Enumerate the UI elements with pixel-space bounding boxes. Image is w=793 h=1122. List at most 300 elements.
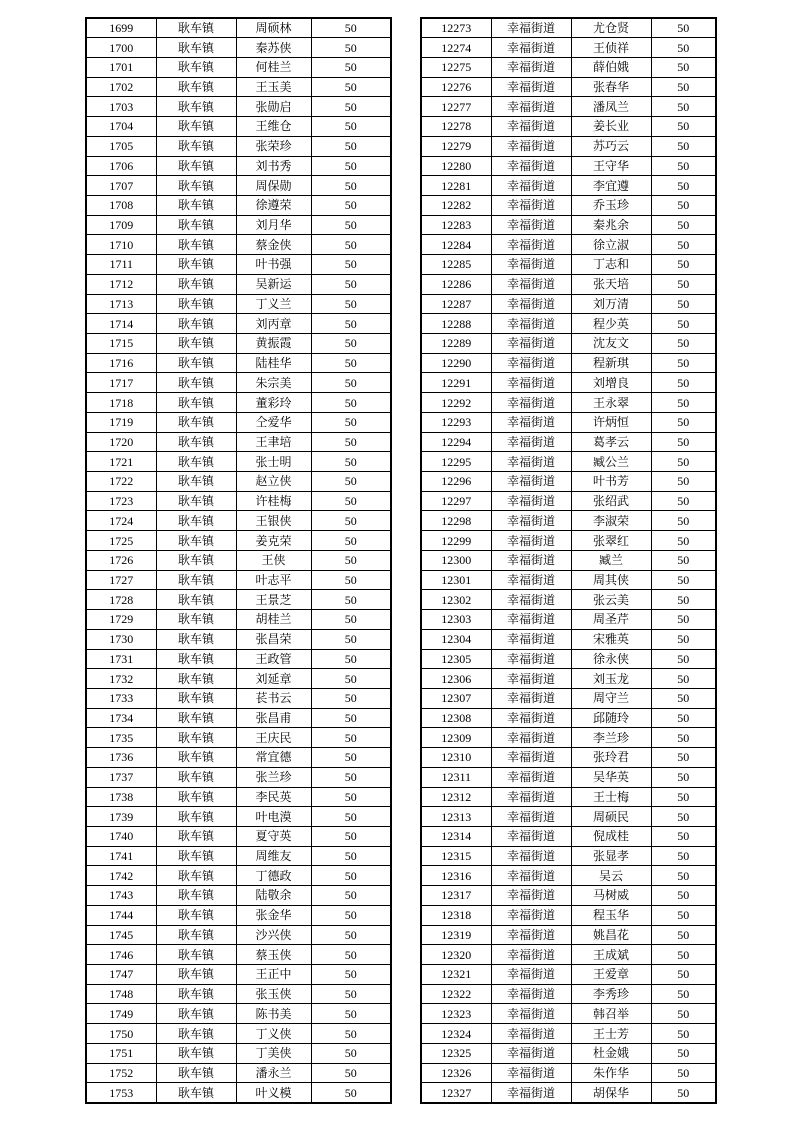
cell-amount: 50 [651, 274, 716, 294]
cell-id: 1725 [86, 531, 156, 551]
cell-name: 陈书美 [236, 1004, 311, 1024]
cell-region: 耿车镇 [156, 136, 236, 156]
table-row [86, 353, 391, 373]
cell-id: 1720 [86, 432, 156, 452]
table-row [421, 511, 716, 531]
cell-region: 幸福街道 [491, 373, 571, 393]
cell-id: 12325 [421, 1043, 491, 1063]
cell-name: 胡保华 [571, 1083, 651, 1103]
cell-id: 12297 [421, 491, 491, 511]
table-row [86, 590, 391, 610]
cell-region: 幸福街道 [491, 925, 571, 945]
table-row [86, 195, 391, 215]
cell-name: 丁美侠 [236, 1043, 311, 1063]
cell-region: 幸福街道 [491, 1024, 571, 1044]
cell-amount: 50 [311, 965, 391, 985]
cell-amount: 50 [311, 136, 391, 156]
table-row [421, 945, 716, 965]
cell-name: 徐遵荣 [236, 195, 311, 215]
cell-amount: 50 [311, 649, 391, 669]
cell-id: 1708 [86, 195, 156, 215]
cell-id: 12280 [421, 156, 491, 176]
roster-table-right [420, 17, 717, 1104]
cell-region: 幸福街道 [491, 255, 571, 275]
table-row [86, 787, 391, 807]
cell-amount: 50 [311, 38, 391, 58]
table-row [86, 373, 391, 393]
cell-amount: 50 [651, 649, 716, 669]
cell-amount: 50 [651, 728, 716, 748]
cell-amount: 50 [311, 195, 391, 215]
cell-id: 12306 [421, 669, 491, 689]
cell-id: 12292 [421, 393, 491, 413]
cell-name: 王景芝 [236, 590, 311, 610]
cell-amount: 50 [651, 215, 716, 235]
cell-name: 张天培 [571, 274, 651, 294]
table-row [86, 314, 391, 334]
cell-region: 幸福街道 [491, 314, 571, 334]
cell-name: 夏守英 [236, 826, 311, 846]
cell-amount: 50 [651, 925, 716, 945]
cell-amount: 50 [311, 334, 391, 354]
cell-region: 幸福街道 [491, 807, 571, 827]
cell-id: 12307 [421, 688, 491, 708]
cell-name: 徐立淑 [571, 235, 651, 255]
table-row [86, 1024, 391, 1044]
cell-name: 李宜遵 [571, 176, 651, 196]
cell-id: 12319 [421, 925, 491, 945]
table-row [86, 826, 391, 846]
cell-amount: 50 [651, 590, 716, 610]
cell-region: 幸福街道 [491, 767, 571, 787]
cell-region: 耿车镇 [156, 905, 236, 925]
cell-id: 1746 [86, 945, 156, 965]
cell-region: 耿车镇 [156, 77, 236, 97]
cell-name: 张勋启 [236, 97, 311, 117]
table-row [86, 846, 391, 866]
table-row [421, 669, 716, 689]
cell-amount: 50 [651, 334, 716, 354]
table-row [421, 393, 716, 413]
cell-amount: 50 [311, 787, 391, 807]
cell-region: 幸福街道 [491, 945, 571, 965]
cell-id: 1700 [86, 38, 156, 58]
cell-id: 1721 [86, 452, 156, 472]
cell-id: 1705 [86, 136, 156, 156]
table-row [421, 728, 716, 748]
table-row [421, 826, 716, 846]
cell-id: 1753 [86, 1083, 156, 1103]
cell-id: 12281 [421, 176, 491, 196]
table-row [86, 176, 391, 196]
cell-name: 秦兆余 [571, 215, 651, 235]
table-row [86, 965, 391, 985]
cell-region: 幸福街道 [491, 136, 571, 156]
table-row [86, 886, 391, 906]
cell-region: 耿车镇 [156, 728, 236, 748]
roster-table-left [85, 17, 392, 1104]
cell-amount: 50 [311, 452, 391, 472]
cell-region: 幸福街道 [491, 452, 571, 472]
cell-name: 李淑荣 [571, 511, 651, 531]
cell-region: 耿车镇 [156, 550, 236, 570]
cell-name: 刘书秀 [236, 156, 311, 176]
table-row [86, 807, 391, 827]
cell-name: 徐永侠 [571, 649, 651, 669]
cell-region: 幸福街道 [491, 215, 571, 235]
table-row [421, 77, 716, 97]
cell-name: 张昌甫 [236, 708, 311, 728]
cell-name: 李兰珍 [571, 728, 651, 748]
cell-id: 1730 [86, 629, 156, 649]
cell-id: 1715 [86, 334, 156, 354]
cell-id: 12293 [421, 412, 491, 432]
cell-id: 12316 [421, 866, 491, 886]
cell-region: 幸福街道 [491, 491, 571, 511]
cell-id: 12310 [421, 748, 491, 768]
table-row [421, 629, 716, 649]
cell-amount: 50 [651, 826, 716, 846]
table-row [86, 610, 391, 630]
cell-amount: 50 [311, 905, 391, 925]
table-row [421, 195, 716, 215]
table-row [86, 255, 391, 275]
cell-id: 12304 [421, 629, 491, 649]
cell-name: 王聿培 [236, 432, 311, 452]
cell-id: 1701 [86, 57, 156, 77]
cell-name: 张玉侠 [236, 984, 311, 1004]
cell-name: 王庆民 [236, 728, 311, 748]
cell-region: 幸福街道 [491, 97, 571, 117]
cell-region: 耿车镇 [156, 807, 236, 827]
cell-region: 幸福街道 [491, 590, 571, 610]
cell-id: 1709 [86, 215, 156, 235]
cell-region: 耿车镇 [156, 432, 236, 452]
cell-id: 12311 [421, 767, 491, 787]
table-row [86, 136, 391, 156]
cell-region: 耿车镇 [156, 629, 236, 649]
cell-name: 潘永兰 [236, 1063, 311, 1083]
cell-amount: 50 [311, 669, 391, 689]
cell-amount: 50 [311, 314, 391, 334]
cell-id: 12303 [421, 610, 491, 630]
cell-region: 幸福街道 [491, 77, 571, 97]
cell-amount: 50 [651, 570, 716, 590]
cell-amount: 50 [651, 531, 716, 551]
cell-amount: 50 [311, 255, 391, 275]
cell-amount: 50 [651, 787, 716, 807]
table-row [421, 294, 716, 314]
table-row [86, 748, 391, 768]
cell-id: 1741 [86, 846, 156, 866]
table-row [421, 708, 716, 728]
cell-id: 1702 [86, 77, 156, 97]
cell-amount: 50 [311, 294, 391, 314]
cell-name: 丁义侠 [236, 1024, 311, 1044]
cell-name: 李秀珍 [571, 984, 651, 1004]
cell-region: 幸福街道 [491, 195, 571, 215]
cell-id: 12320 [421, 945, 491, 965]
cell-region: 幸福街道 [491, 531, 571, 551]
cell-amount: 50 [311, 886, 391, 906]
cell-id: 12274 [421, 38, 491, 58]
cell-name: 陆敬余 [236, 886, 311, 906]
cell-name: 薛伯娥 [571, 57, 651, 77]
cell-id: 1747 [86, 965, 156, 985]
cell-region: 幸福街道 [491, 649, 571, 669]
table-row [86, 215, 391, 235]
cell-name: 王正中 [236, 965, 311, 985]
cell-amount: 50 [651, 294, 716, 314]
cell-id: 1748 [86, 984, 156, 1004]
cell-name: 刘月华 [236, 215, 311, 235]
cell-id: 12275 [421, 57, 491, 77]
cell-amount: 50 [311, 432, 391, 452]
cell-id: 1704 [86, 117, 156, 137]
cell-region: 耿车镇 [156, 334, 236, 354]
cell-amount: 50 [311, 353, 391, 373]
cell-id: 1733 [86, 688, 156, 708]
cell-id: 1737 [86, 767, 156, 787]
cell-amount: 50 [311, 1043, 391, 1063]
cell-name: 叶书芳 [571, 472, 651, 492]
cell-amount: 50 [311, 945, 391, 965]
table-row [86, 925, 391, 945]
table-row [421, 688, 716, 708]
table-row [421, 412, 716, 432]
cell-id: 12285 [421, 255, 491, 275]
cell-id: 12291 [421, 373, 491, 393]
table-row [86, 767, 391, 787]
cell-amount: 50 [311, 826, 391, 846]
cell-amount: 50 [651, 688, 716, 708]
cell-id: 1742 [86, 866, 156, 886]
cell-amount: 50 [311, 866, 391, 886]
cell-region: 耿车镇 [156, 688, 236, 708]
cell-region: 耿车镇 [156, 1004, 236, 1024]
table-row [421, 905, 716, 925]
cell-region: 耿车镇 [156, 117, 236, 137]
cell-region: 幸福街道 [491, 412, 571, 432]
cell-region: 幸福街道 [491, 708, 571, 728]
table-row [421, 491, 716, 511]
table-row [421, 925, 716, 945]
cell-id: 1738 [86, 787, 156, 807]
cell-id: 12299 [421, 531, 491, 551]
cell-region: 耿车镇 [156, 393, 236, 413]
cell-id: 12300 [421, 550, 491, 570]
cell-region: 耿车镇 [156, 156, 236, 176]
cell-id: 1736 [86, 748, 156, 768]
cell-region: 耿车镇 [156, 491, 236, 511]
cell-amount: 50 [651, 669, 716, 689]
cell-id: 1734 [86, 708, 156, 728]
cell-id: 12305 [421, 649, 491, 669]
cell-name: 韩召举 [571, 1004, 651, 1024]
cell-name: 刘丙章 [236, 314, 311, 334]
cell-id: 12314 [421, 826, 491, 846]
cell-name: 王银侠 [236, 511, 311, 531]
cell-amount: 50 [311, 491, 391, 511]
cell-region: 耿车镇 [156, 235, 236, 255]
table-row [421, 472, 716, 492]
cell-amount: 50 [311, 984, 391, 1004]
cell-id: 1739 [86, 807, 156, 827]
table-row [86, 412, 391, 432]
cell-name: 张显孝 [571, 846, 651, 866]
cell-name: 臧公兰 [571, 452, 651, 472]
cell-amount: 50 [311, 472, 391, 492]
cell-id: 12308 [421, 708, 491, 728]
cell-region: 幸福街道 [491, 688, 571, 708]
cell-id: 1699 [86, 18, 156, 38]
cell-region: 幸福街道 [491, 629, 571, 649]
cell-id: 12289 [421, 334, 491, 354]
table-row [421, 748, 716, 768]
cell-amount: 50 [311, 570, 391, 590]
table-row [86, 550, 391, 570]
table-row [421, 176, 716, 196]
cell-amount: 50 [651, 353, 716, 373]
cell-name: 张荣珍 [236, 136, 311, 156]
cell-region: 耿车镇 [156, 215, 236, 235]
cell-amount: 50 [311, 511, 391, 531]
cell-region: 耿车镇 [156, 846, 236, 866]
cell-name: 尤仓贤 [571, 18, 651, 38]
cell-region: 耿车镇 [156, 314, 236, 334]
cell-id: 12298 [421, 511, 491, 531]
cell-region: 幸福街道 [491, 610, 571, 630]
cell-id: 1743 [86, 886, 156, 906]
cell-region: 幸福街道 [491, 1004, 571, 1024]
table-row [421, 57, 716, 77]
cell-id: 1722 [86, 472, 156, 492]
cell-id: 1726 [86, 550, 156, 570]
cell-name: 朱宗美 [236, 373, 311, 393]
cell-name: 胡桂兰 [236, 610, 311, 630]
table-row [86, 629, 391, 649]
cell-id: 1712 [86, 274, 156, 294]
cell-region: 耿车镇 [156, 1024, 236, 1044]
cell-id: 1731 [86, 649, 156, 669]
cell-id: 12324 [421, 1024, 491, 1044]
table-row [421, 846, 716, 866]
table-row [421, 432, 716, 452]
cell-amount: 50 [311, 393, 391, 413]
table-row [421, 1043, 716, 1063]
cell-id: 12282 [421, 195, 491, 215]
cell-name: 宋雅英 [571, 629, 651, 649]
cell-id: 12301 [421, 570, 491, 590]
table-row [421, 156, 716, 176]
cell-region: 幸福街道 [491, 274, 571, 294]
cell-amount: 50 [311, 156, 391, 176]
cell-name: 吴新运 [236, 274, 311, 294]
cell-id: 12323 [421, 1004, 491, 1024]
cell-region: 耿车镇 [156, 274, 236, 294]
cell-region: 耿车镇 [156, 886, 236, 906]
cell-id: 12284 [421, 235, 491, 255]
table-row [421, 1063, 716, 1083]
cell-id: 12318 [421, 905, 491, 925]
cell-id: 1703 [86, 97, 156, 117]
table-row [421, 353, 716, 373]
cell-id: 12283 [421, 215, 491, 235]
cell-amount: 50 [311, 807, 391, 827]
cell-amount: 50 [651, 314, 716, 334]
cell-amount: 50 [311, 274, 391, 294]
cell-name: 叶电漠 [236, 807, 311, 827]
table-row [421, 570, 716, 590]
cell-region: 耿车镇 [156, 38, 236, 58]
cell-name: 王维仓 [236, 117, 311, 137]
cell-region: 耿车镇 [156, 472, 236, 492]
cell-region: 耿车镇 [156, 767, 236, 787]
cell-region: 幸福街道 [491, 511, 571, 531]
cell-id: 1740 [86, 826, 156, 846]
cell-name: 潘凤兰 [571, 97, 651, 117]
cell-amount: 50 [651, 412, 716, 432]
cell-name: 姜克荣 [236, 531, 311, 551]
table-row [86, 1083, 391, 1103]
cell-region: 幸福街道 [491, 117, 571, 137]
cell-amount: 50 [651, 1024, 716, 1044]
cell-region: 幸福街道 [491, 57, 571, 77]
cell-region: 耿车镇 [156, 412, 236, 432]
table-row [421, 1004, 716, 1024]
cell-region: 幸福街道 [491, 176, 571, 196]
cell-amount: 50 [651, 965, 716, 985]
cell-name: 臧兰 [571, 550, 651, 570]
cell-amount: 50 [651, 610, 716, 630]
cell-amount: 50 [311, 117, 391, 137]
cell-region: 耿车镇 [156, 984, 236, 1004]
cell-region: 幸福街道 [491, 826, 571, 846]
cell-amount: 50 [651, 97, 716, 117]
cell-region: 幸福街道 [491, 18, 571, 38]
table-row [86, 235, 391, 255]
cell-id: 1744 [86, 905, 156, 925]
table-row [86, 432, 391, 452]
cell-name: 王爱章 [571, 965, 651, 985]
cell-name: 张兰珍 [236, 767, 311, 787]
cell-id: 1752 [86, 1063, 156, 1083]
cell-amount: 50 [311, 728, 391, 748]
cell-name: 姜长业 [571, 117, 651, 137]
cell-region: 幸福街道 [491, 905, 571, 925]
cell-amount: 50 [311, 97, 391, 117]
cell-name: 张玲君 [571, 748, 651, 768]
table-row [421, 1083, 716, 1103]
table-row [86, 334, 391, 354]
cell-amount: 50 [651, 945, 716, 965]
cell-region: 耿车镇 [156, 787, 236, 807]
cell-id: 12326 [421, 1063, 491, 1083]
table-row [86, 511, 391, 531]
cell-id: 12273 [421, 18, 491, 38]
cell-name: 许炳恒 [571, 412, 651, 432]
cell-name: 苏巧云 [571, 136, 651, 156]
table-row [86, 669, 391, 689]
table-row [86, 393, 391, 413]
cell-name: 王侠 [236, 550, 311, 570]
cell-region: 幸福街道 [491, 866, 571, 886]
table-row [86, 472, 391, 492]
cell-amount: 50 [651, 77, 716, 97]
cell-amount: 50 [651, 235, 716, 255]
cell-region: 耿车镇 [156, 669, 236, 689]
cell-region: 幸福街道 [491, 38, 571, 58]
